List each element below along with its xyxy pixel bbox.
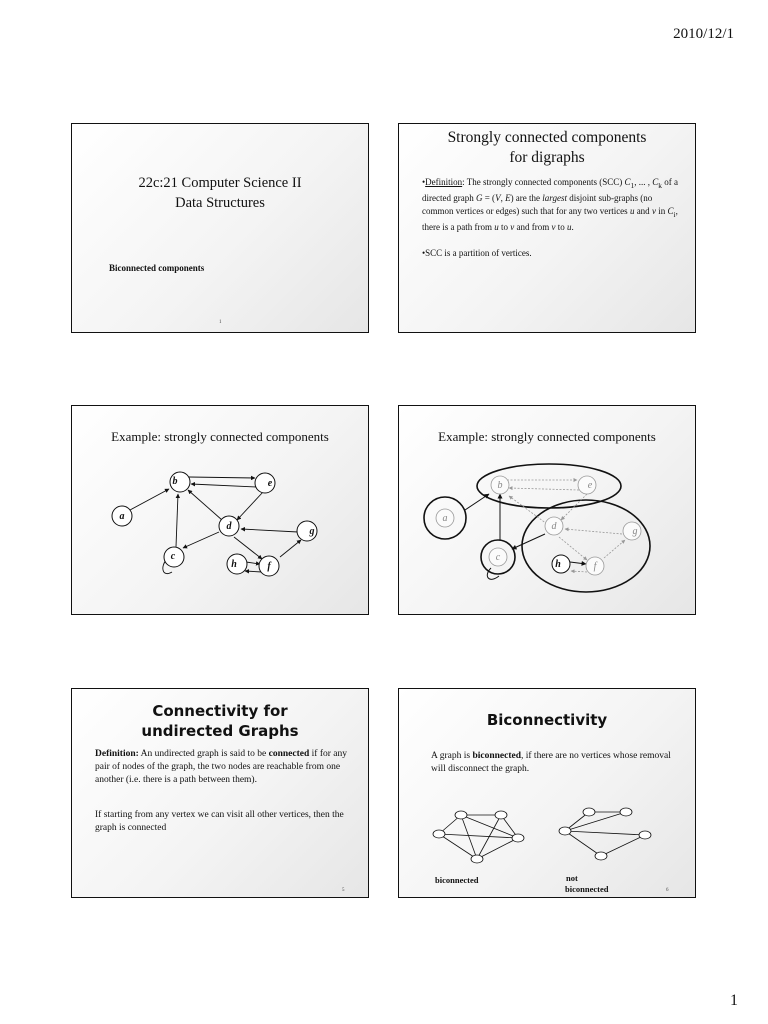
edge-d-c — [512, 534, 545, 549]
node-c-label: c — [170, 551, 176, 562]
biconnected-definition: A graph is biconnected, if there are no vertices whose removal will disconnect the graph. — [431, 751, 671, 774]
slide-5-heading — [72, 701, 368, 741]
slide-3-scc-example — [71, 405, 369, 615]
node-f-label: f — [267, 561, 271, 572]
scc-partition-point: •SCC is a partition of vertices. — [422, 247, 532, 258]
slide-number: 6 — [666, 888, 669, 893]
node-f-label: f — [593, 561, 597, 572]
scc-definition: •Definition: The strongly connected components (SCC) $C_1$, ... , $C_k$ of a directed graph G = (V, E) are the largest disjoint sub-graphs (no common vertices or edges) such that for any two vertices u and v in $C_i$, there is a path from u to v and from v to u. — [422, 177, 678, 232]
component-dfgh — [522, 500, 650, 592]
directed-graph — [72, 406, 369, 615]
node-e-label: e — [587, 480, 593, 491]
edge-e-d — [237, 492, 263, 520]
edge-f-g — [280, 540, 301, 557]
slide-2-title-line2: for digraphs — [509, 149, 585, 166]
edge-e-b — [191, 484, 257, 487]
edge-f-h — [245, 571, 262, 572]
node-d-label: d — [551, 521, 557, 532]
slide-2-heading — [399, 128, 695, 168]
slide-5-title-line2: undirected Graphs — [141, 722, 299, 740]
node-b-label: b — [172, 476, 178, 487]
course-name: 22c:21 Computer Science II — [138, 175, 302, 191]
label-biconnected: biconnected — [435, 875, 479, 885]
slide-3-heading: Example: strongly connected components — [111, 429, 329, 444]
slide-2-title-line1: Strongly connected components — [447, 129, 647, 146]
node-h-label: h — [231, 559, 237, 570]
node-h-circle — [227, 554, 247, 574]
connectivity-definition: Definition: An undirected graph is said to be connected if for any pair of nodes of the graph, the two nodes are reachable from one another (i.e. there is a path between them). — [95, 749, 347, 785]
slide-number: 1 — [219, 320, 222, 325]
node-a-label: a — [442, 513, 448, 524]
node-c-label: c — [495, 552, 501, 563]
biconnectivity-graphs — [399, 689, 696, 898]
slide-6-biconnectivity — [398, 688, 696, 898]
slide-4-heading: Example: strongly connected components — [438, 429, 656, 444]
slide-1-title — [71, 123, 369, 333]
slide-4-scc-example-grouped — [398, 405, 696, 615]
node-a-label: a — [119, 511, 125, 522]
node-b-label: b — [497, 480, 503, 491]
edge-c-b — [176, 494, 178, 547]
edge-d-c — [183, 532, 219, 548]
page-number: 1 — [730, 992, 738, 1009]
slide-5-connectivity — [71, 688, 369, 898]
edge-g-d — [241, 529, 298, 532]
directed-graph-with-components — [399, 406, 696, 615]
not-biconnected-graph — [565, 812, 645, 856]
edge-b-e — [189, 477, 255, 478]
node-h-label: h — [555, 559, 561, 570]
edge-h-f — [246, 562, 260, 564]
slide-number: 5 — [342, 888, 345, 893]
slide-5-title-line1: Connectivity for — [152, 702, 288, 720]
slide-5-body — [95, 748, 353, 857]
slide-2-scc-definition — [398, 123, 696, 333]
slide-1-heading — [72, 173, 368, 213]
page-date: 2010/12/1 — [673, 26, 734, 42]
node-g-label: g — [632, 526, 638, 537]
slide-2-body — [422, 176, 684, 273]
connectivity-visit-rule: If starting from any vertex we can visit all other vertices, then the graph is connected — [95, 810, 344, 833]
node-g-label: g — [309, 526, 315, 537]
edge-d-b — [188, 490, 222, 520]
label-not-biconnected: not biconnected — [565, 873, 609, 894]
slide-6-heading: Biconnectivity — [486, 711, 608, 729]
node-e-label: e — [267, 478, 273, 489]
edge-h-f — [570, 562, 586, 564]
biconnected-graph — [439, 815, 518, 859]
node-d-label: d — [226, 521, 232, 532]
edge-a-b — [130, 489, 169, 510]
slide-1-subtitle: Biconnected components — [109, 263, 205, 273]
course-topic: Data Structures — [175, 195, 265, 211]
